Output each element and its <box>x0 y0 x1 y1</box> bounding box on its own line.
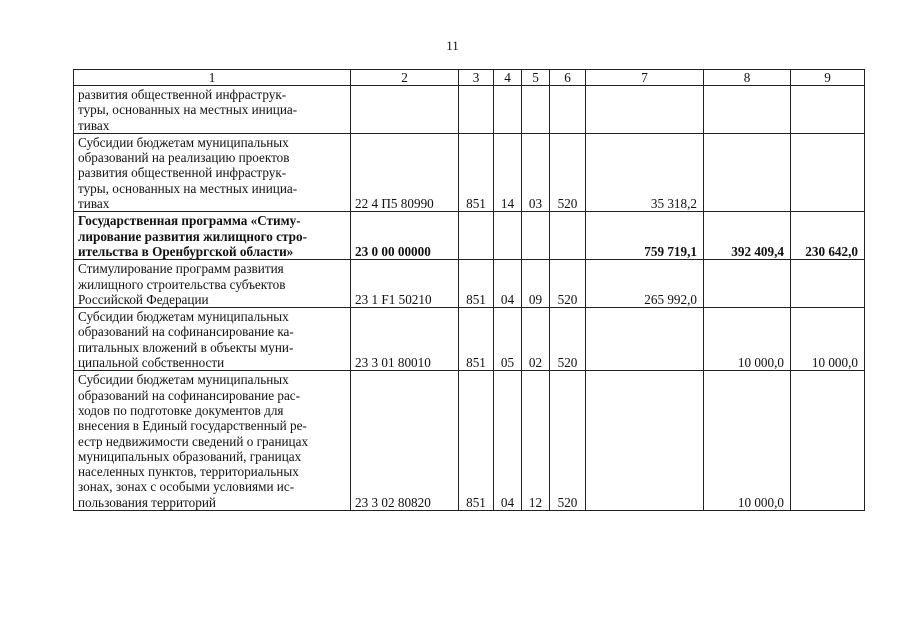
item-name: Субсидии бюджетам муниципальных образований на реализацию проектов развития общественной инфраструк- туры, основанных на местных инициа- тивах <box>78 134 298 212</box>
amount-col8-cell <box>704 260 791 308</box>
subsection-cell <box>522 212 550 260</box>
table-row <box>74 212 865 260</box>
expense-type-cell: 520 <box>550 133 586 211</box>
column-header: 3 <box>459 70 494 86</box>
amount-col7-cell <box>586 86 704 134</box>
item-name: Субсидии бюджетам муниципальных образований на софинансирование рас- ходов по подготовке документов для внесения в Единый государственный ре- естр недвижимости сведений о границах муниципальных образований, границах населенных пунктов, территориальных зонах, зонах с особыми условиями ис- пользования территорий <box>78 372 309 510</box>
budget-table <box>73 69 865 511</box>
amount-col7-cell: 759 719,1 <box>586 212 704 260</box>
column-header: 6 <box>550 70 586 86</box>
item-name-cell <box>74 212 351 260</box>
item-name: Стимулирование программ развития жилищного строительства субъектов Российской Федерации <box>78 261 286 307</box>
column-header: 5 <box>522 70 550 86</box>
expense-type-cell <box>550 86 586 134</box>
amount-col7-cell: 35 318,2 <box>586 133 704 211</box>
ministry-code-cell <box>459 86 494 134</box>
ministry-code-cell: 851 <box>459 308 494 371</box>
column-header: 1 <box>74 70 351 86</box>
subsection-cell: 03 <box>522 133 550 211</box>
section-cell: 05 <box>494 308 522 371</box>
section-cell: 14 <box>494 133 522 211</box>
item-name: Государственная программа «Стиму- лирование развития жилищного стро- ительства в Оренбургской области» <box>78 213 307 259</box>
amount-col8-cell: 10 000,0 <box>704 371 791 511</box>
page-number: 11 <box>446 38 459 53</box>
amount-col9-cell <box>791 86 865 134</box>
amount-col8-cell <box>704 86 791 134</box>
item-name-cell <box>74 86 351 134</box>
subsection-cell: 12 <box>522 371 550 511</box>
item-name-cell <box>74 371 351 511</box>
table-row <box>74 86 865 134</box>
subsection-cell: 09 <box>522 260 550 308</box>
target-code-cell: 23 3 01 80010 <box>351 308 459 371</box>
section-cell: 04 <box>494 371 522 511</box>
item-name: Субсидии бюджетам муниципальных образований на софинансирование ка- питальных вложений в объекты муни- ципальной собственности <box>78 309 294 371</box>
section-cell <box>494 86 522 134</box>
subsection-cell: 02 <box>522 308 550 371</box>
amount-col8-cell: 10 000,0 <box>704 308 791 371</box>
target-code-cell: 23 3 02 80820 <box>351 371 459 511</box>
expense-type-cell: 520 <box>550 260 586 308</box>
expense-type-cell <box>550 212 586 260</box>
amount-col7-cell <box>586 308 704 371</box>
subsection-cell <box>522 86 550 134</box>
amount-col9-cell: 10 000,0 <box>791 308 865 371</box>
column-header: 2 <box>351 70 459 86</box>
item-name: развития общественной инфраструк- туры, основанных на местных инициа- тивах <box>78 87 298 133</box>
section-cell <box>494 212 522 260</box>
item-name-cell <box>74 133 351 211</box>
column-header: 7 <box>586 70 704 86</box>
table-row <box>74 260 865 308</box>
ministry-code-cell: 851 <box>459 371 494 511</box>
amount-col9-cell <box>791 260 865 308</box>
ministry-code-cell: 851 <box>459 133 494 211</box>
target-code-cell <box>351 86 459 134</box>
amount-col9-cell <box>791 371 865 511</box>
column-header: 4 <box>494 70 522 86</box>
table-header-row <box>74 70 865 86</box>
item-name-cell <box>74 260 351 308</box>
ministry-code-cell <box>459 212 494 260</box>
amount-col7-cell <box>586 371 704 511</box>
amount-col8-cell: 392 409,4 <box>704 212 791 260</box>
amount-col8-cell <box>704 133 791 211</box>
target-code-cell: 22 4 П5 80990 <box>351 133 459 211</box>
item-name-cell <box>74 308 351 371</box>
target-code-cell: 23 1 F1 50210 <box>351 260 459 308</box>
table-row <box>74 133 865 211</box>
column-header: 8 <box>704 70 791 86</box>
amount-col7-cell: 265 992,0 <box>586 260 704 308</box>
column-header: 9 <box>791 70 865 86</box>
section-cell: 04 <box>494 260 522 308</box>
expense-type-cell: 520 <box>550 308 586 371</box>
amount-col9-cell <box>791 133 865 211</box>
ministry-code-cell: 851 <box>459 260 494 308</box>
amount-col9-cell: 230 642,0 <box>791 212 865 260</box>
expense-type-cell: 520 <box>550 371 586 511</box>
table-row <box>74 308 865 371</box>
table-row <box>74 371 865 511</box>
target-code-cell: 23 0 00 00000 <box>351 212 459 260</box>
